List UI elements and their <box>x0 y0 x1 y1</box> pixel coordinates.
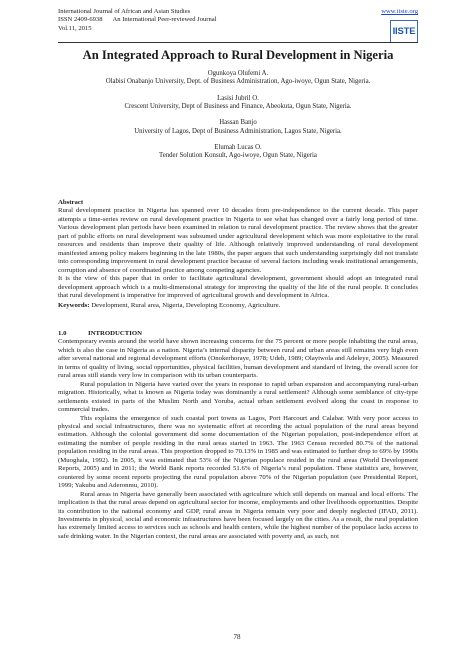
body-paragraph: Rural population in Nigeria have varied over the years in response to rapid urban expansion and accompanying rural-urban migration. Historically, what is known as Nigeria today was dominantly a rural settlement? Although some semblance of city-type settlements existed in parts of the Muslim North and Yoruba, actual urban settlement evolved along the coast in response to commercial trades. <box>58 380 418 414</box>
header-divider <box>58 42 418 43</box>
issn: ISSN 2409-6938 <box>58 16 103 24</box>
section-title: INTRODUCTION <box>88 330 143 337</box>
section-heading <box>58 330 418 338</box>
author-block <box>58 144 418 161</box>
author-list <box>58 70 418 168</box>
author-name: Lasisi Jubril O. <box>217 94 259 102</box>
introduction-section <box>58 330 418 541</box>
abstract-section <box>58 199 418 311</box>
review-note: An International Peer-reviewed Journal <box>112 16 217 24</box>
author-block <box>58 119 418 136</box>
author-name: Hassan Banjo <box>219 119 257 127</box>
author-affiliation: Olabisi Onabanjo University, Dept. of Business Administration, Ago-iwoye, Ogun State, Nigeria. <box>105 78 371 86</box>
iiste-logo <box>390 20 418 43</box>
journal-url-link[interactable]: www.iiste.org <box>381 8 418 15</box>
page-number: 78 <box>233 633 241 641</box>
author-block <box>58 95 418 112</box>
author-name: Elumah Lucas O. <box>214 143 262 151</box>
volume: Vol.11, 2015 <box>58 24 92 32</box>
journal-name: International Journal of African and Asian Studies <box>58 8 191 15</box>
body-paragraph: Rural areas in Nigeria have generally been associated with agriculture which still depends on manual and local efforts. The implication is that the rural areas depend on agricultural sector for income, employments and other livelihoods opportunities. Despite its contribution to the national economy and GDP, rural areas in Nigeria remain very poor and deeply neglected (IFAD, 2011). Investments in physical, social and economic infrastructures have been focused largely on the cities. As a result, the rural population has extremely limited access to services such as schools and health centers, while the highest number of the populace lacks access to safe drinking water. In the Nigerian context, the rural areas are associated with poverty and, as such, not <box>58 490 418 540</box>
keywords <box>58 302 418 310</box>
abstract-paragraph: Rural development practice in Nigeria has spanned over 10 decades from pre-independence to the current decade. This paper attempts a time-series review on rural development practice in Nigeria to see what has changed over a fairly long period of time. Various development plan periods have been examined in relation to rural development practice. The review shows that the greater part of public efforts on rural development was subsumed under agricultural development which was more exploitative to the rural resources and residents than improve their quality of life. Although relatively improved understanding of rural development manifested among policy makers beginning in the late 1980s, the paper argues that such understanding surprisingly did not translate into corresponding improvement in rural development practice because of several factors including weak institutional arrangements, corruption and absence of coordinated practice among competing agencies. <box>58 207 418 274</box>
abstract-paragraph: It is the view of this paper that in order to facilitate agricultural development, government should adopt an integrated rural development approach which is a multi-dimensional strategy for improving the quality of the life of the rural people. It concludes that rural development is imperative for improved of agricultural growth and development in Africa. <box>58 275 418 299</box>
author-affiliation: Crescent University, Dept of Business and Finance, Abeokuta, Ogun State, Nigeria. <box>124 103 352 111</box>
body-paragraph: This explains the emergence of such coastal port towns as Lagos, Port Harcourt and Calabar. With very poor access to physical and social infrastructures, there was no systematic effort at recording the actual population of the rural areas beyond estimation. Although the colonial government did some documentation of the Nigerian population, post-independence effort at estimating the number of people residing in the rural areas started in 1963. The 1963 Census recorded 80.7% of the national population residing in the rural areas. This proportion dropped to 70.13% in 1985 and was estimated to further drop to 69% by 1990s (Muoghala, 1992). In 2005, it was estimated that 53% of the Nigerian populace resided in the rural areas (World Development Reports, 2005) and in 2011; the World Bank reports recorded 51.6% of Nigeria’s rural population. These statistics are, however, countered by some recent reports projecting the rural population above 70% of the Nigerian population (see Presidential Report, 1999; Yakubu and Aderonmu, 2010). <box>58 414 418 490</box>
keywords-label: Keywords: <box>58 302 90 310</box>
body-paragraph: Contemporary events around the world have shown increasing concerns for the 75 percent or more people inhabiting the rural areas, which is also the case in Nigeria as a nation. Nigeria’s internal disparity between rural and urban areas still remains very high even after several national and regional development efforts (Onokerhoraye, 1978; Udeh, 1989; Olayiwola and Adeleye, 2005). Measured in terms of quality of living, social opportunities, physical facilities, human development and standard of living, the overall score for rural areas still stands very low in comparison with its urban counterparts. <box>58 338 418 380</box>
logo-text: IISTE <box>392 26 416 37</box>
journal-header <box>58 8 418 33</box>
author-block <box>58 70 418 87</box>
keywords-list: Development, Rural area, Nigeria, Developing Economy, Agriculture. <box>91 302 281 310</box>
author-affiliation: Tender Solution Konsult, Ago-iwoye, Ogun State, Nigeria <box>159 152 317 160</box>
author-affiliation: University of Lagos, Dept of Business Administration, Lagos State, Nigeria. <box>134 127 342 135</box>
section-number: 1.0 <box>58 330 67 337</box>
author-name: Ogunkoya Olufemi A. <box>207 70 269 77</box>
abstract-heading: Abstract <box>58 199 84 206</box>
paper-title: An Integrated Approach to Rural Development in Nigeria <box>82 48 394 62</box>
